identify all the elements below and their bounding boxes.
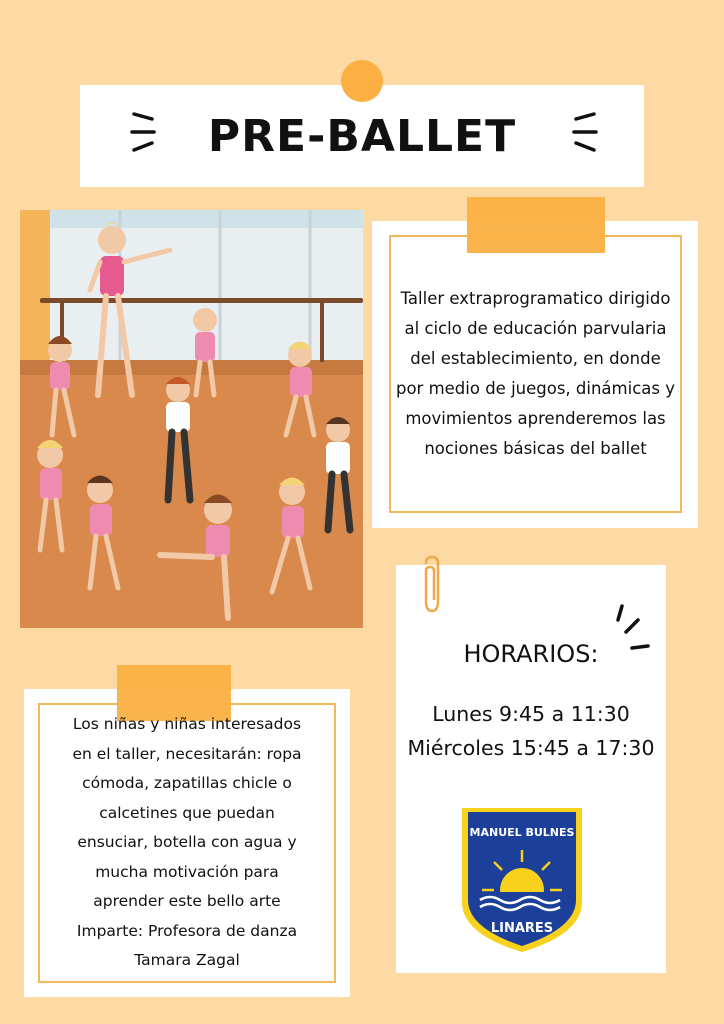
- page-title: PRE-BALLET: [207, 110, 517, 162]
- left-dashes-icon: [130, 110, 160, 154]
- logo-bottom-text: LINARES: [490, 921, 554, 936]
- schedule-line-wednesday: Miércoles 15:45 a 17:30: [407, 736, 655, 760]
- description-text: Taller extraprogramatico dirigido al ciclo de educación parvularia del establecimiento, en donde por medio de juegos, dinámicas y movimientos aprenderemos las nociones básicas del ballet: [395, 289, 675, 458]
- right-dashes-icon: [568, 110, 598, 154]
- requirements-text: [38, 703, 336, 983]
- paperclip-icon: [420, 555, 444, 615]
- requirements-line: Imparte: Profesora de danza: [76, 921, 298, 940]
- requirements-line: ensuciar, botella con agua y: [77, 833, 297, 852]
- requirements-line: cómoda, zapatillas chicle o: [82, 774, 292, 793]
- requirements-line: mucha motivación para: [95, 862, 279, 881]
- logo-top-text: MANUEL BULNES: [469, 826, 575, 839]
- requirements-line: aprender este bello arte: [93, 892, 281, 911]
- requirements-line: calcetines que puedan: [99, 803, 275, 822]
- schedule-line-monday: Lunes 9:45 a 11:30: [432, 702, 630, 726]
- requirements-line: Tamara Zagal: [134, 951, 240, 970]
- ballet-class-illustration: [20, 210, 363, 628]
- school-logo: [458, 806, 586, 954]
- requirements-line: Los niñas y niñas interesados: [72, 715, 302, 734]
- schedule-heading: HORARIOS:: [463, 640, 599, 668]
- requirements-line: en el taller, necesitarán: ropa: [72, 744, 302, 763]
